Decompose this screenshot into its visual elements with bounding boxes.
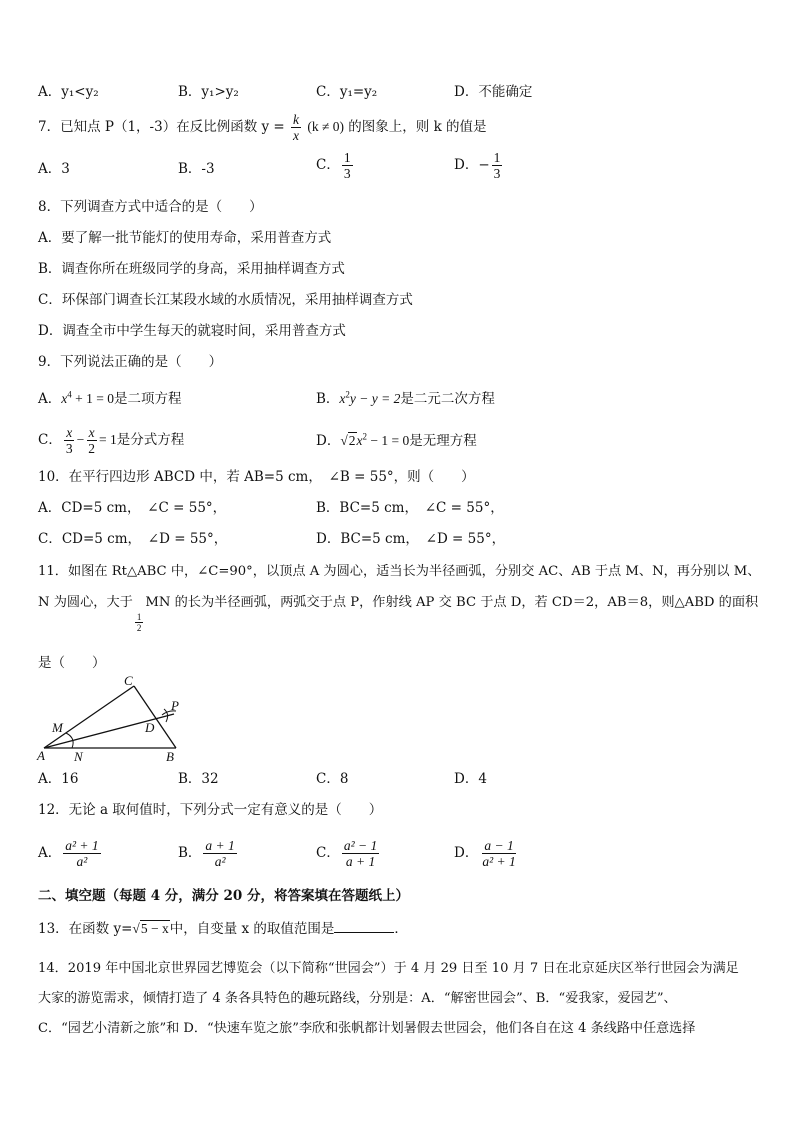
q12-c-den: a + 1 — [345, 854, 376, 869]
label-b: B — [166, 749, 174, 764]
q11-line2 — [38, 594, 758, 633]
q8-option-c: C．环保部门调查长江某段水域的水质情况，采用抽样调查方式 — [38, 292, 413, 308]
q9-option-c — [38, 425, 184, 456]
q11-half-num: 1 — [136, 612, 142, 622]
q11-line3: 是（ ） — [38, 655, 106, 671]
q7-suffix: 的图象上，则 k 的值是 — [348, 119, 487, 135]
q9-b-text: 是二元二次方程 — [400, 391, 495, 407]
q7-c-fraction — [342, 150, 353, 181]
label-d: D — [145, 720, 155, 735]
q6-option-c: C．y₁=y₂ — [316, 84, 378, 100]
q9-c-text: 是分式方程 — [116, 432, 185, 448]
q12-d-num: a − 1 — [484, 838, 514, 853]
q13-end: ． — [394, 921, 408, 937]
label-m: M — [52, 720, 63, 735]
q9-a-text: 是二项方程 — [113, 391, 182, 407]
q9-c-label: C． — [38, 432, 62, 448]
q12-b-fraction — [203, 838, 236, 869]
q6-option-d: D．不能确定 — [454, 84, 533, 100]
q6-option-a: A．y₁<y₂ — [38, 84, 99, 100]
triangle-figure — [30, 672, 200, 768]
q7-fraction — [291, 112, 301, 143]
q11-option-d: D．4 — [454, 771, 487, 787]
q6-option-b: B．y₁>y₂ — [178, 84, 239, 100]
q9-d-text: 是无理方程 — [409, 433, 477, 449]
q9-a-rest: + 1 = 0 — [71, 391, 114, 406]
q12-c-label: C． — [316, 845, 340, 861]
q7-c-den: 3 — [343, 166, 351, 181]
q10-option-b: B．BC=5 cm， ∠C = 55°， — [316, 500, 504, 516]
q13-post: 中，自变量 x 的取值范围是 — [169, 921, 335, 937]
side-cb — [134, 686, 176, 748]
q9-option-d: D．$√2x^2 - 1 = 0$是无理方程 — [316, 431, 477, 449]
q12-option-c — [316, 838, 381, 869]
q7-d-label: D．− — [454, 157, 490, 173]
q11-line2-pre: N 为圆心，大于 — [38, 595, 133, 610]
q10-stem: 10．在平行四边形 ABCD 中，若 AB=5 cm， ∠B = 55°，则（ ） — [38, 469, 475, 485]
q10-option-c: C．CD=5 cm， ∠D = 55°， — [38, 531, 228, 547]
q7-stem — [38, 112, 487, 143]
q9-a-exp: 4 — [67, 389, 72, 400]
q12-b-num: a + 1 — [205, 838, 235, 853]
q12-option-b — [178, 838, 239, 869]
answer-blank[interactable] — [334, 920, 394, 933]
q14-line1: 14．2019 年中国北京世界园艺博览会（以下简称“世园会”）于 4 月 29 日至 10 月 7 日在北京延庆区举行世园会为满足 — [38, 961, 739, 976]
q9-b-expr1: x — [339, 391, 346, 406]
q12-option-d — [454, 838, 520, 869]
q9-c-d2: 2 — [88, 441, 95, 456]
q7-option-b: B．-3 — [178, 161, 215, 177]
q12-a-den: a² — [76, 854, 88, 869]
label-n: N — [74, 749, 83, 764]
q7-frac-den: x — [293, 128, 300, 143]
q9-a-label: A． — [38, 391, 62, 407]
section-heading: 二、填空题（每题 4 分，满分 20 分，将答案填在答题纸上） — [38, 888, 409, 904]
q12-a-label: A． — [38, 845, 62, 861]
ray-ap — [44, 714, 174, 748]
q9-d-root: 2 — [348, 433, 356, 448]
q7-frac-num: k — [293, 112, 300, 127]
q7-c-num: 1 — [343, 150, 351, 165]
q7-prefix: 7．已知点 P（1，-3）在反比例函数 y = — [38, 119, 285, 135]
q12-stem: 12．无论 a 取何值时，下列分式一定有意义的是（ ） — [38, 802, 383, 818]
q9-c-frac2 — [86, 425, 97, 456]
q8-option-d: D．调查全市中学生每天的就寝时间，采用普查方式 — [38, 323, 346, 339]
q12-c-num: a² − 1 — [343, 838, 378, 853]
q11-option-a: A．16 — [38, 771, 79, 787]
q9-c-frac1 — [64, 425, 75, 456]
q8-stem: 8．下列调查方式中适合的是（ ） — [38, 199, 263, 215]
q9-b-exp: 2 — [345, 389, 350, 400]
q7-d-num: 1 — [493, 150, 501, 165]
q9-d-exp: 2 — [362, 431, 367, 442]
q9-option-b — [316, 390, 495, 408]
q9-b-label: B． — [316, 391, 340, 407]
q7-option-d — [454, 150, 504, 181]
q12-b-den: a² — [214, 854, 226, 869]
q10-option-a: A．CD=5 cm， ∠C = 55°， — [38, 500, 227, 516]
q9-stem: 9．下列说法正确的是（ ） — [38, 354, 223, 370]
label-c: C — [124, 673, 133, 688]
q7-d-den: 3 — [493, 166, 501, 181]
q14-line3: C．“园艺小清新之旅”和 D．“快速车览之旅”李欣和张帆都计划暑假去世园会，他们各自在这 4 条线路中任意选择 — [38, 1021, 696, 1036]
q13-pre: 13．在函数 y= — [38, 921, 133, 937]
q11-half-fraction — [135, 612, 144, 633]
q9-c-n2: x — [88, 425, 95, 440]
q12-option-a — [38, 838, 103, 869]
q9-c-n1: x — [66, 425, 73, 440]
q12-d-den: a² + 1 — [482, 854, 516, 869]
q12-a-fraction — [63, 838, 100, 869]
q8-option-b: B．调查你所在班级同学的身高，采用抽样调查方式 — [38, 261, 345, 277]
q11-option-c: C．8 — [316, 771, 349, 787]
q14-line2: 大家的游览需求，倾情打造了 4 条各具特色的趣玩路线，分别是：A．“解密世园会”、B．“爱我家，爱园艺”、 — [38, 991, 677, 1006]
q7-option-a: A．3 — [38, 161, 70, 177]
q9-c-mid: − — [76, 432, 85, 447]
q12-a-num: a² + 1 — [65, 838, 99, 853]
q9-option-a — [38, 390, 181, 408]
label-a: A — [37, 748, 45, 763]
q13-stem: 13．在函数 y=√5 − x中，自变量 x 的取值范围是 ． — [38, 921, 408, 937]
q7-option-c — [316, 150, 355, 181]
q12-d-label: D． — [454, 845, 479, 861]
q10-option-d: D．BC=5 cm， ∠D = 55°， — [316, 531, 506, 547]
q11-line1: 11．如图在 Rt△ABC 中，∠C=90°，以顶点 A 为圆心，适当长为半径画弧，分别交 AC、AB 于点 M、N，再分别以 M、 — [38, 564, 761, 579]
q12-b-label: B． — [178, 845, 202, 861]
q9-a-expr: x — [61, 391, 68, 406]
q8-option-a: A．要了解一批节能灯的使用寿命，采用普查方式 — [38, 230, 332, 246]
q9-d-rest: − 1 = 0 — [367, 433, 410, 448]
q7-condition: (k ≠ 0) — [307, 119, 344, 134]
q12-d-fraction — [480, 838, 517, 869]
q11-option-b: B．32 — [178, 771, 219, 787]
q12-c-fraction — [342, 838, 379, 869]
q9-c-eq: = 1 — [98, 432, 117, 447]
q7-d-fraction — [492, 150, 503, 181]
q11-half-den: 2 — [136, 623, 142, 633]
q9-c-d1: 3 — [65, 441, 73, 456]
q7-c-label: C． — [316, 157, 340, 173]
q11-line2-post: MN 的长为半径画弧，两弧交于点 P，作射线 AP 交 BC 于点 D，若 CD＝2，AB＝8，则△ABD 的面积 — [145, 595, 759, 610]
q13-root: 5 − x — [140, 921, 169, 936]
label-p: P — [171, 698, 179, 713]
side-ac — [44, 686, 134, 748]
q9-d-label: D． — [316, 433, 341, 449]
q9-b-expr2: y − y = 2 — [349, 391, 401, 406]
q9-d-expr: x — [356, 433, 363, 448]
